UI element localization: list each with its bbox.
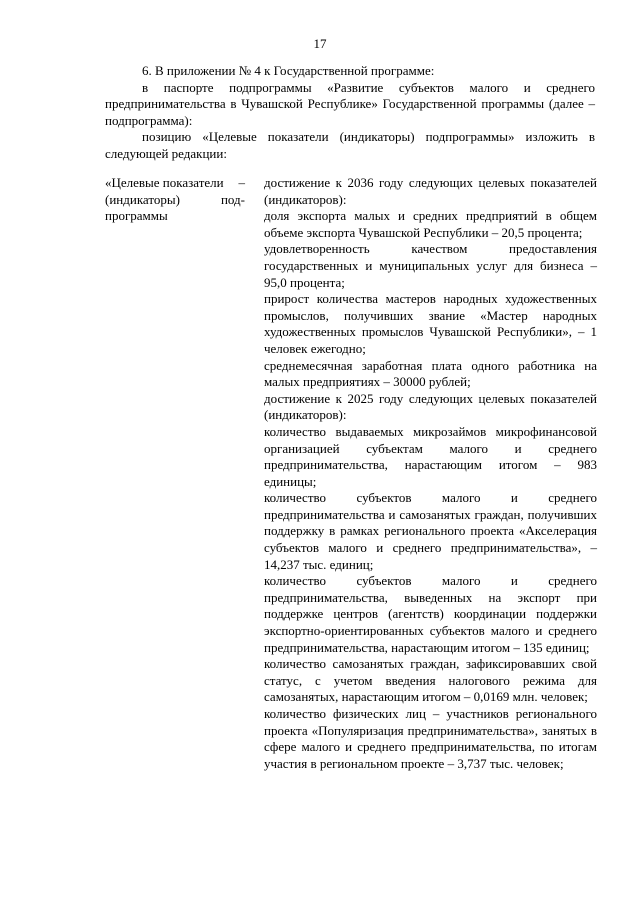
label-line-2 (105, 192, 245, 209)
position-label (105, 175, 245, 225)
label-line-1 (105, 175, 245, 192)
indicator-item: достижение к 2025 году следующих целевых показателей (индикаторов): (264, 390, 597, 423)
indicator-item: прирост количества мастеров народных художественных промыслов, получивших звание «Мастер народных художественных промыслов Чувашской Республики», – 1 человек ежегодно; (264, 291, 597, 356)
indicator-item: доля экспорта малых и средних предприятий в общем объеме экспорта Чувашской Республики – 20,5 процента; (264, 208, 597, 240)
indicator-item: удовлетворенность качеством предоставления государственных и муниципальных услуг для бизнеса – 95,0 процента; (264, 241, 597, 290)
indicator-item: количество субъектов малого и среднего предпринимательства, выведенных на экспорт при поддержке центров (агентств) координации поддержки экспортно-ориентированных субъектов малого и среднего предпринимательства, нарастающим итогом – 135 единиц; (264, 573, 597, 655)
label-text-3: программы (105, 208, 168, 224)
label-line-3 (105, 208, 245, 225)
intro-paragraph-1: 6. В приложении № 4 к Государственной программе: (142, 63, 435, 78)
indicators-list (264, 175, 597, 772)
indicator-item: количество субъектов малого и среднего предпринимательства и самозанятых граждан, получивших поддержку в рамках регионального проекта «Акселерация субъектов малого и среднего предпринимательства», – 14,237 тыс. единиц; (264, 490, 597, 572)
label-dash: – (238, 175, 245, 190)
intro-paragraph-2: в паспорте подпрограммы «Развитие субъектов малого и среднего предпринимательства в Чувашской Республике» Государственной программы (далее – подпрограмма): (105, 79, 595, 128)
indicator-item: достижение к 2036 году следующих целевых показателей (индикаторов): (264, 175, 597, 207)
indicator-item: количество физических лиц – участников регионального проекта «Популяризация предпринимательства», занятых в сфере малого и среднего предпринимательства, по итогам участия в региональном проекте – 3,737 тыс. человек; (264, 706, 597, 771)
label-text-2b: под- (220, 191, 245, 207)
label-text-2: (индикаторы) (105, 191, 180, 207)
indicator-item: среднемесячная заработная плата одного работника на малых предприятиях – 30000 рублей; (264, 357, 597, 390)
label-text-1: «Целевые показатели (105, 175, 224, 190)
indicator-item: количество самозанятых граждан, зафиксировавших свой статус, с учетом введения налогового режима для самозанятых, нарастающим итогом – 0,0169 млн. человек; (264, 656, 597, 705)
intro-section (105, 63, 595, 162)
intro-paragraph-3: позицию «Целевые показатели (индикаторы) подпрограммы» изложить в следующей редакции: (105, 129, 595, 161)
page-number: 17 (313, 36, 327, 51)
indicator-item: количество выдаваемых микрозаймов микрофинансовой организацией субъектам малого и среднего предпринимательства, нарастающим итогом – 983 единицы; (264, 423, 597, 489)
